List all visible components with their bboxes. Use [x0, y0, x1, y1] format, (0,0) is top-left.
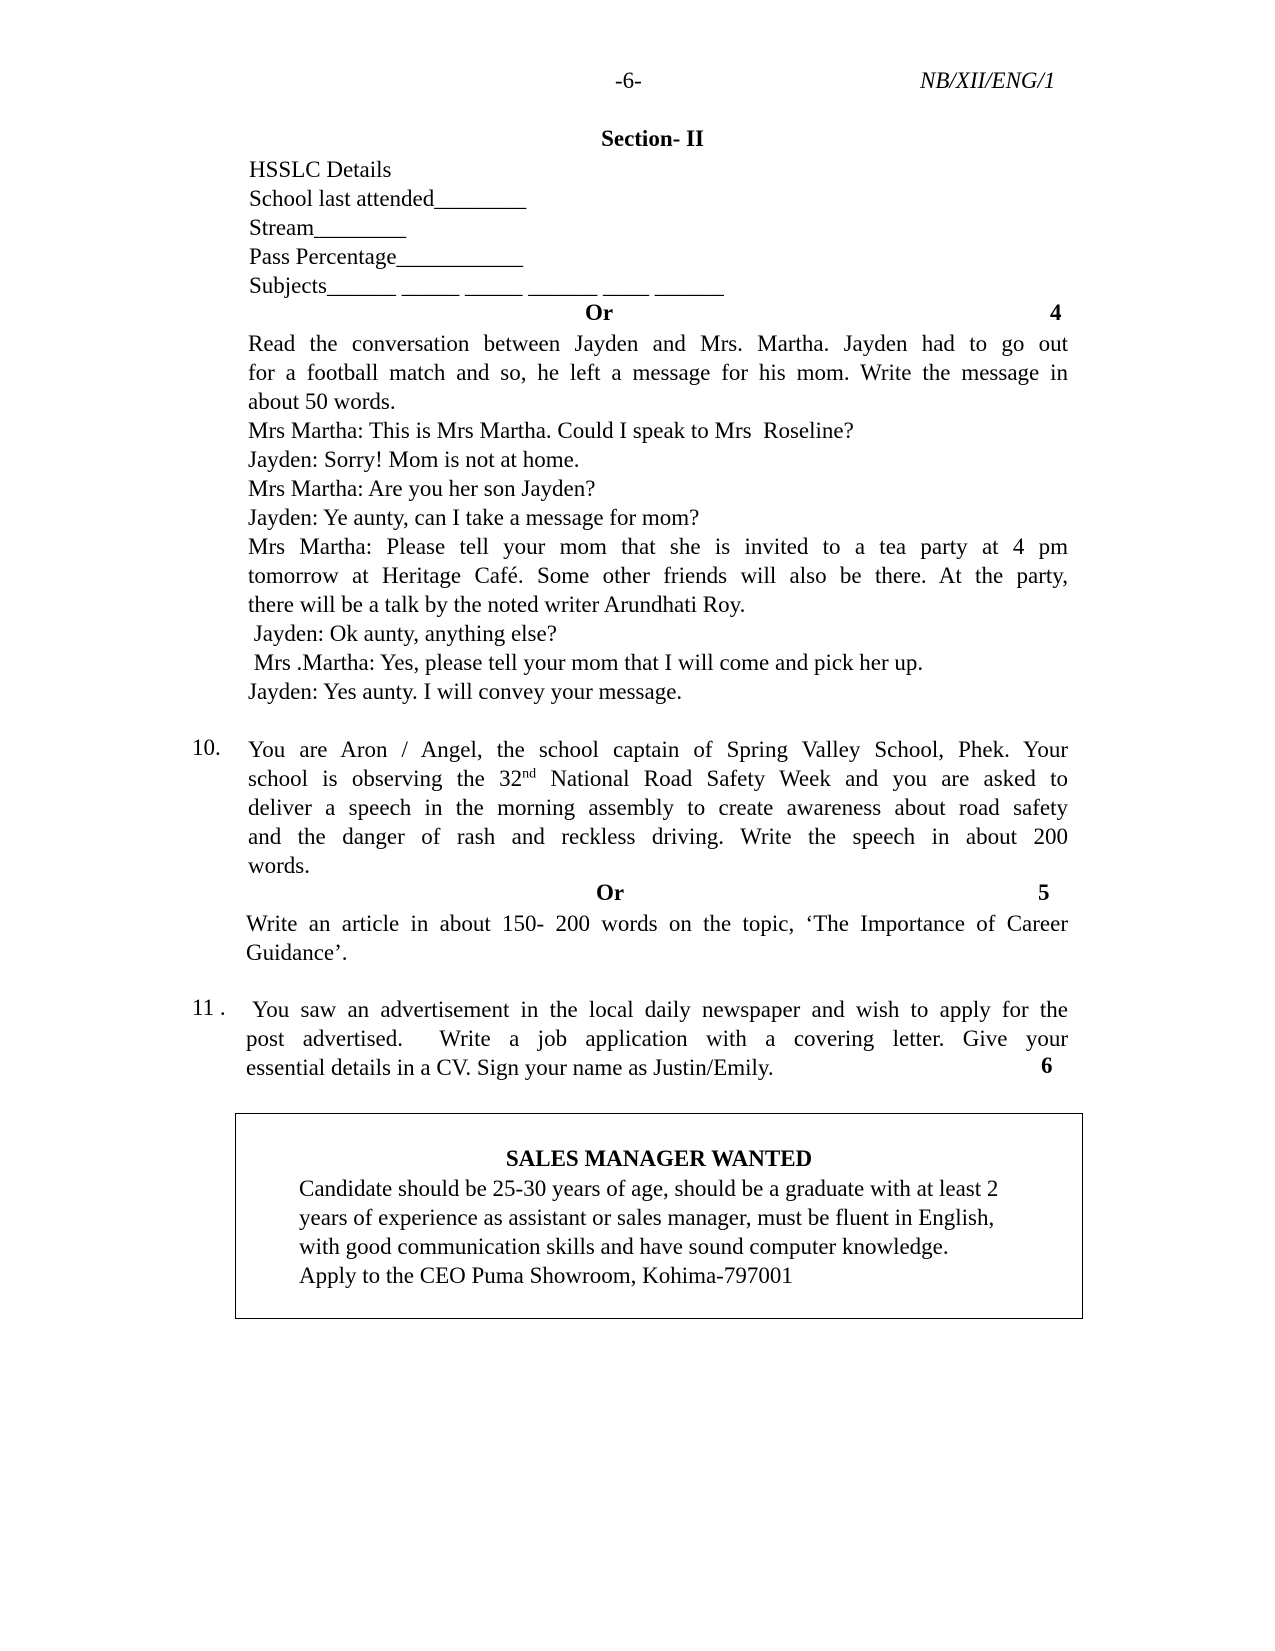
q9-instruction-line: Read the conversation between Jayden and Mrs. Martha. Jayden had to go out [248, 331, 1068, 356]
q10-number: 10. [192, 735, 221, 760]
q10-block [248, 735, 1068, 880]
advertisement-line: with good communication skills and have sound computer knowledge. [299, 1234, 949, 1259]
form-stream-field: Stream________ [249, 215, 407, 240]
q9-alt-block [248, 329, 1068, 706]
q11-line: essential details in a CV. Sign your name as Justin/Emily. [246, 1055, 774, 1080]
dialogue-line: Mrs Martha: Please tell your mom that she is invited to a tea party at 4 pm [248, 534, 1068, 559]
dialogue-line: tomorrow at Heritage Café. Some other friends will also be there. At the party, [248, 563, 1068, 588]
q10-line: school is observing the 32nd National Road Safety Week and you are asked to [248, 766, 1068, 791]
q11-block [246, 995, 1068, 1082]
advertisement-box [235, 1113, 1083, 1319]
form-subjects-field: Subjects______ _____ _____ ______ ____ ______ [249, 273, 724, 298]
q10-marks: 5 [1038, 880, 1050, 905]
dialogue-line: Jayden: Yes aunty. I will convey your message. [248, 679, 683, 704]
q9-marks: 4 [1050, 300, 1062, 325]
q10-line: You are Aron / Angel, the school captain of Spring Valley School, Phek. Your [248, 737, 1068, 762]
q11-line: post advertised. Write a job application with a covering letter. Give your [246, 1026, 1068, 1051]
page-number: -6- [615, 68, 642, 93]
advertisement-title: SALES MANAGER WANTED [505, 1146, 813, 1171]
dialogue-line: there will be a talk by the noted writer Arundhati Roy. [248, 592, 746, 617]
q9-instruction-line: for a football match and so, he left a message for his mom. Write the message in [248, 360, 1068, 385]
q11-line: You saw an advertisement in the local daily newspaper and wish to apply for the [252, 997, 1068, 1022]
q11-number: 11 . [192, 995, 226, 1020]
q10-line: deliver a speech in the morning assembly to create awareness about road safety [248, 795, 1068, 820]
dialogue-line: Mrs Martha: Are you her son Jayden? [248, 476, 596, 501]
dialogue-line: Jayden: Ye aunty, can I take a message for mom? [248, 505, 700, 530]
advertisement-line: Candidate should be 25-30 years of age, should be a graduate with at least 2 [299, 1176, 999, 1201]
dialogue-line: Jayden: Sorry! Mom is not at home. [248, 447, 580, 472]
advertisement-line: Apply to the CEO Puma Showroom, Kohima-797001 [299, 1263, 793, 1288]
q10-line: words. [248, 853, 310, 878]
form-percentage-field: Pass Percentage___________ [249, 244, 524, 269]
q10-line: and the danger of rash and reckless driving. Write the speech in about 200 [248, 824, 1068, 849]
advertisement-text [299, 1174, 1059, 1290]
q9-or-label: Or [585, 300, 614, 325]
form-school-field: School last attended________ [249, 186, 527, 211]
dialogue-line: Jayden: Ok aunty, anything else? [248, 621, 557, 646]
q11-marks: 6 [1041, 1053, 1053, 1078]
paper-code: NB/XII/ENG/1 [920, 68, 1056, 93]
form-heading: HSSLC Details [249, 157, 392, 182]
hsslc-form [249, 155, 724, 300]
advertisement-line: years of experience as assistant or sales manager, must be fluent in English, [299, 1205, 995, 1230]
q9-instruction-line: about 50 words. [248, 389, 396, 414]
q10-alt-block [246, 909, 1068, 967]
q10-alt-line: Guidance’. [246, 940, 348, 965]
dialogue-line: Mrs Martha: This is Mrs Martha. Could I speak to Mrs Roseline? [248, 418, 854, 443]
dialogue-line: Mrs .Martha: Yes, please tell your mom that I will come and pick her up. [248, 650, 924, 675]
q10-or-label: Or [596, 880, 625, 905]
q10-alt-line: Write an article in about 150- 200 words on the topic, ‘The Importance of Career [246, 911, 1068, 936]
section-title: Section- II [601, 126, 704, 151]
